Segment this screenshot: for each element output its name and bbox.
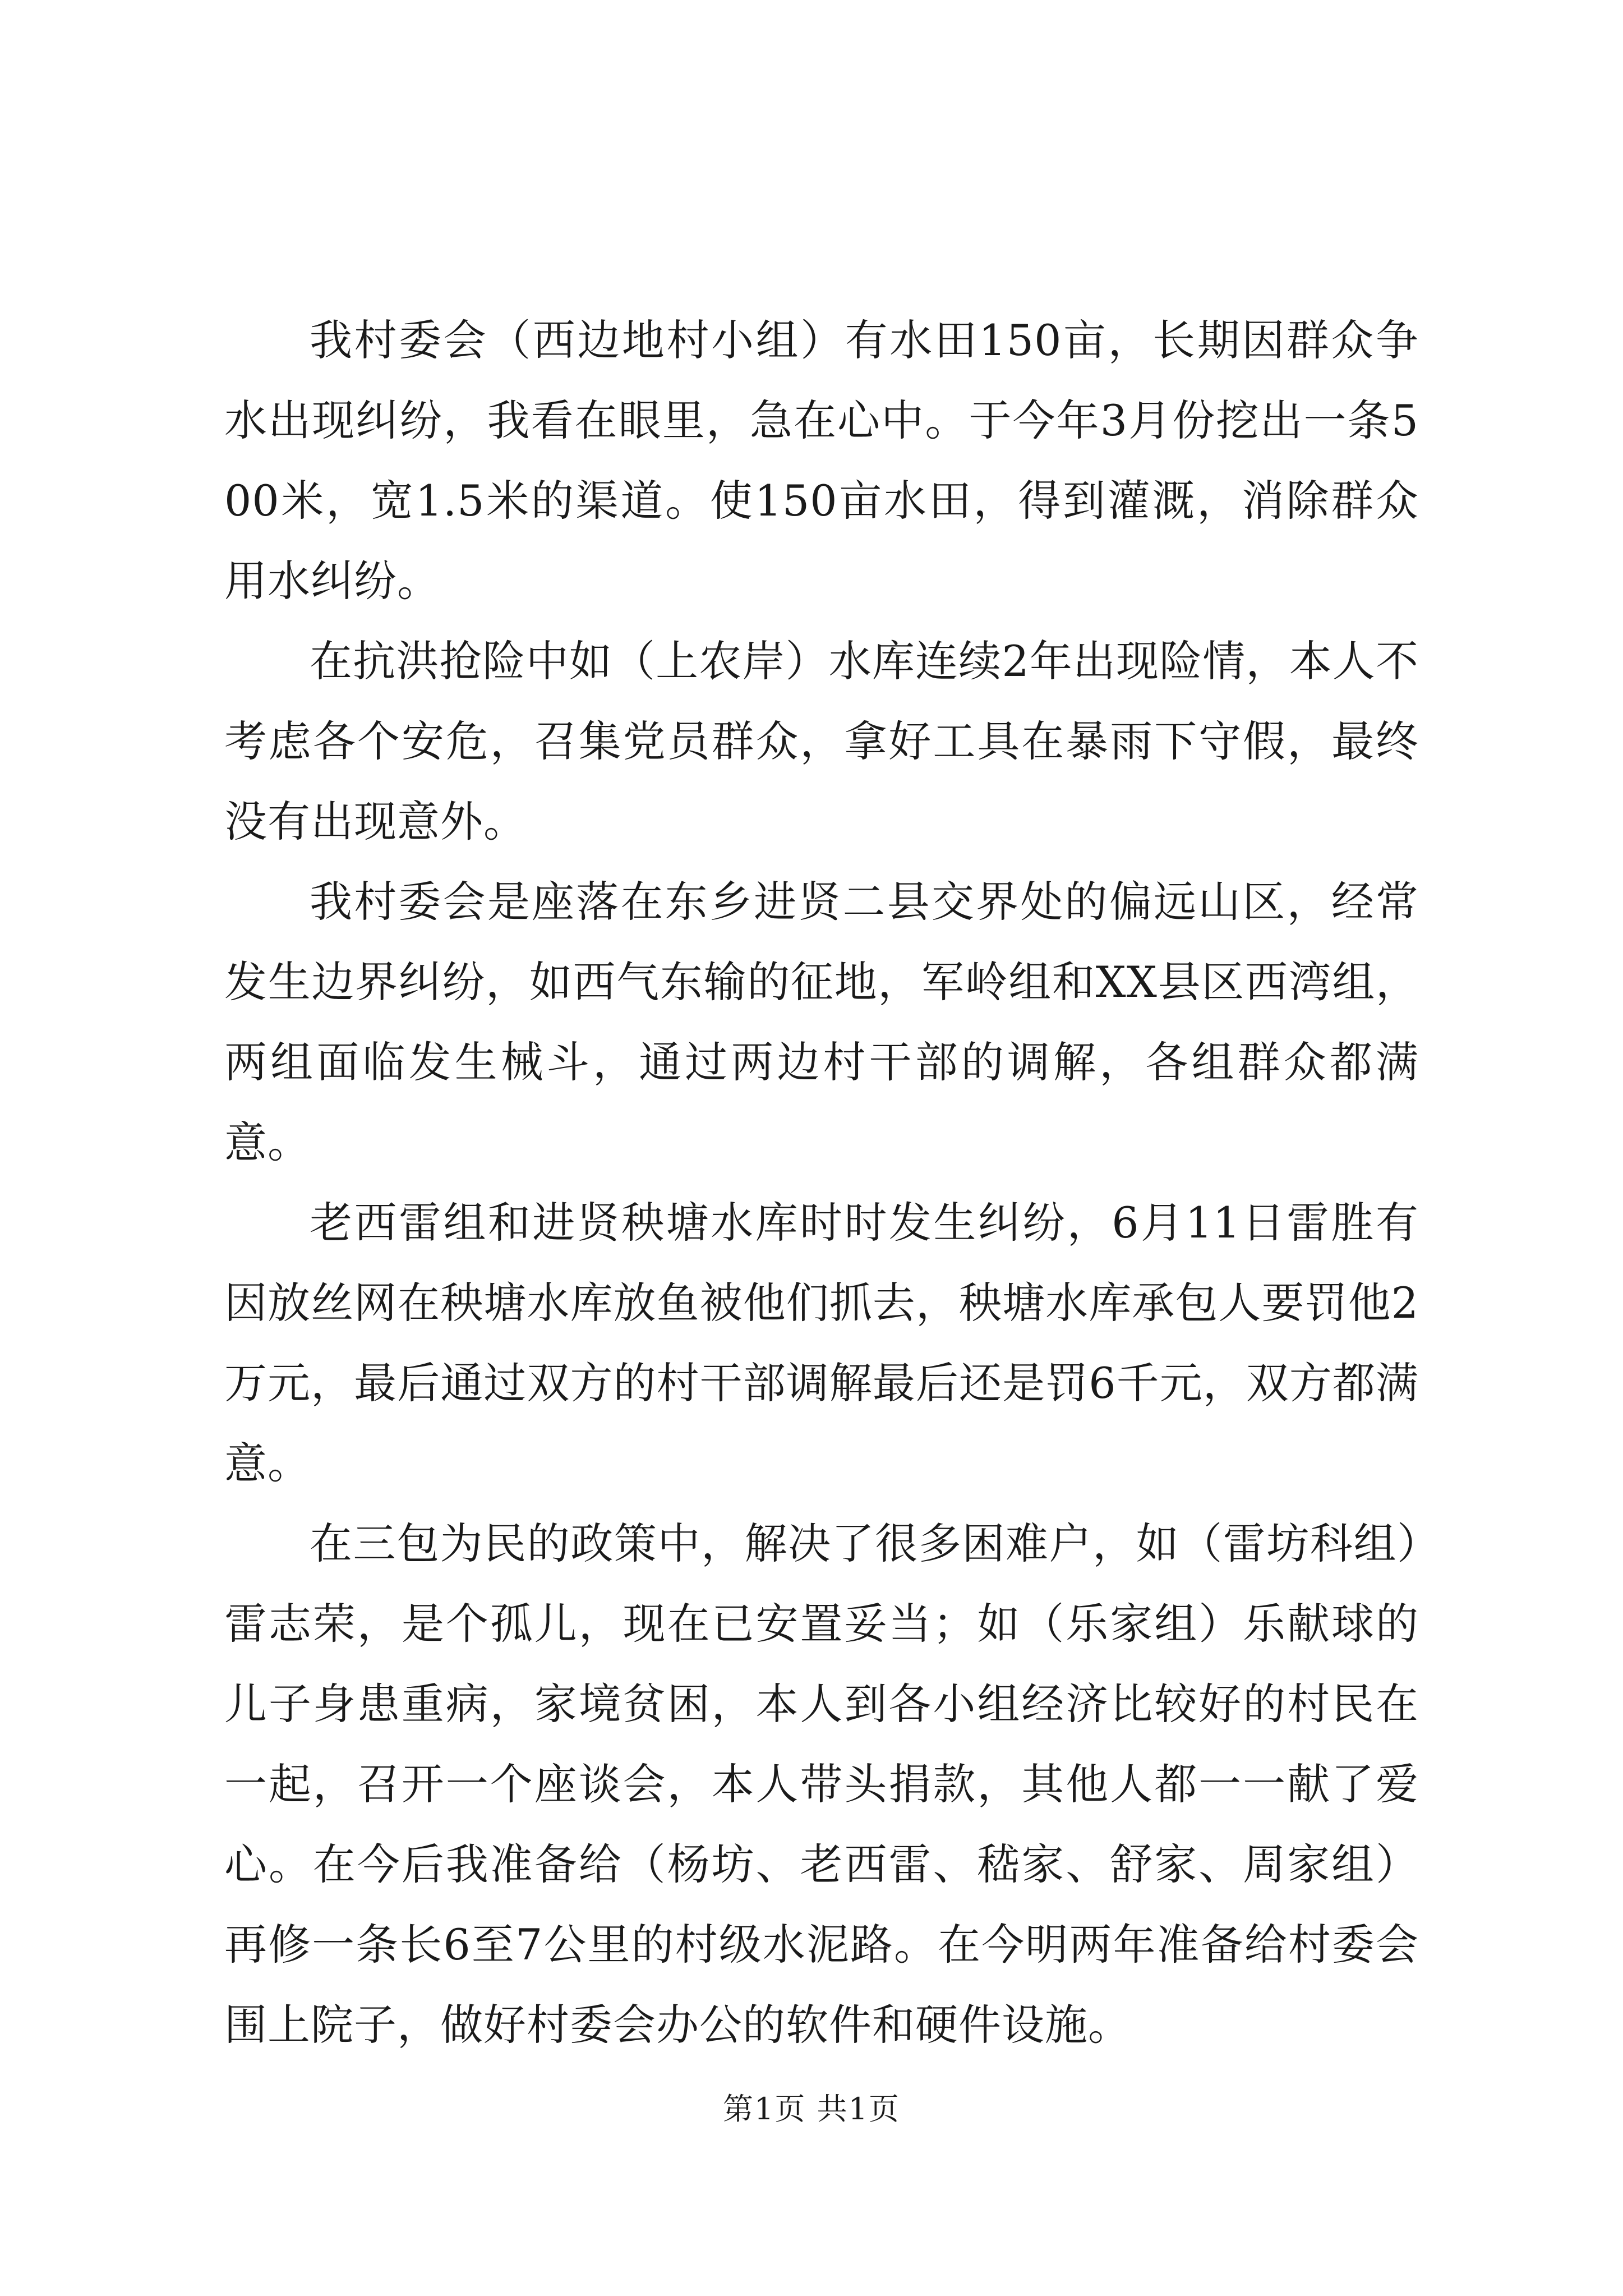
paragraph-4: 老西雷组和进贤秧塘水库时时发生纠纷，6月11日雷胜有因放丝网在秧塘水库放鱼被他们抓去，秧塘水库承包人要罚他2万元，最后通过双方的村干部调解最后还是罚6千元，双方都满意。	[224, 1198, 1419, 1488]
document-body	[224, 300, 1419, 2065]
page-number-footer: 第1页 共1页	[723, 2091, 900, 2127]
paragraph-3: 我村委会是座落在东乡进贤二县交界处的偏远山区，经常发生边界纠纷，如西气东输的征地，军岭组和XX县区西湾组，两组面临发生械斗，通过两边村干部的调解，各组群众都满意。	[224, 877, 1419, 1167]
paragraph-1: 我村委会（西边地村小组）有水田150亩，长期因群众争水出现纠纷，我看在眼里，急在心中。于今年3月份挖出一条500米，宽1.5米的渠道。使150亩水田，得到灌溉，消除群众用水纠纷。	[224, 315, 1419, 606]
paragraph-5: 在三包为民的政策中，解决了很多困难户，如（雷坊科组）雷志荣，是个孤儿，现在已安置妥当；如（乐家组）乐献球的儿子身患重病，家境贫困，本人到各小组经济比较好的村民在一起，召开一个座谈会，本人带头捐款，其他人都一一献了爱心。在今后我准备给（杨坊、老西雷、嵇家、舒家、周家组）再修一条长6至7公里的村级水泥路。在今明两年准备给村委会围上院子，做好村委会办公的软件和硬件设施。	[224, 1519, 1419, 2050]
paragraph-2: 在抗洪抢险中如（上农岸）水库连续2年出现险情，本人不考虑各个安危，召集党员群众，拿好工具在暴雨下守假，最终没有出现意外。	[224, 636, 1419, 846]
